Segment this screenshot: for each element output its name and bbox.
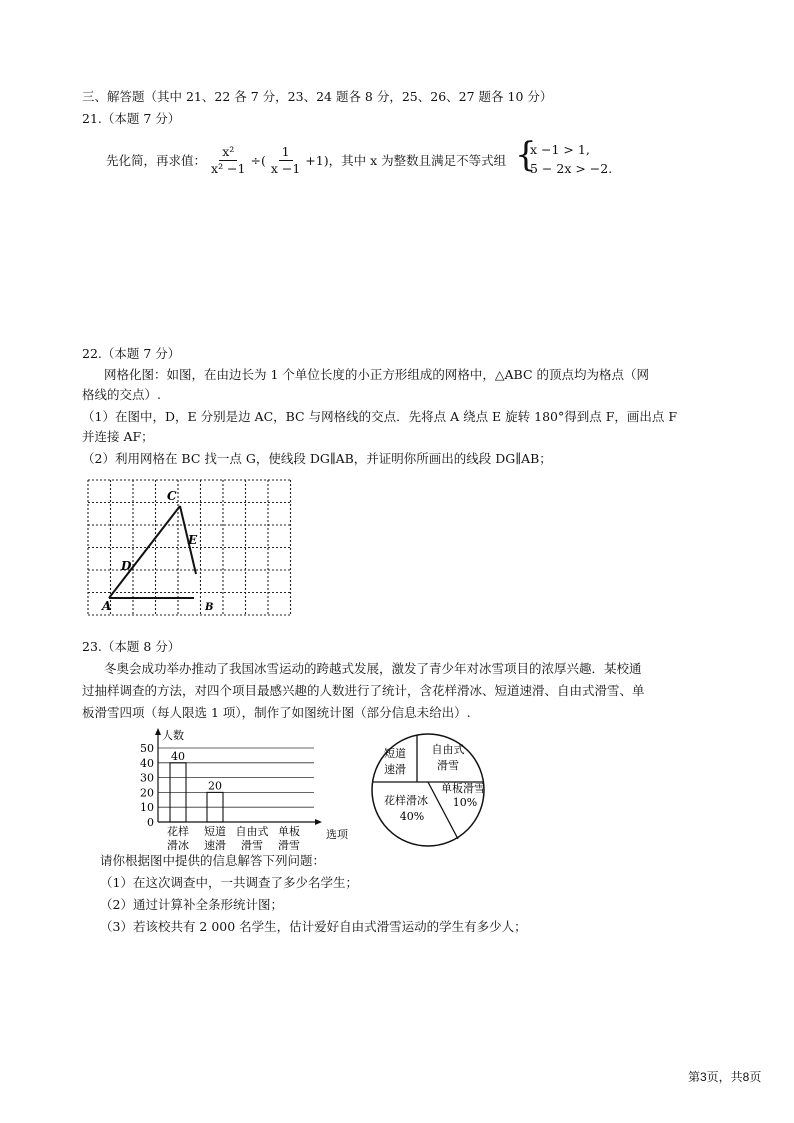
q23-para-line1: 冬奥会成功举办推动了我国冰雪运动的跨越式发展，激发了青少年对冰雪项目的浓厚兴趣．某校通 bbox=[104, 661, 642, 676]
pie-slice-3-line2: 滑雪 bbox=[437, 759, 459, 772]
pie-slice-2-line1: 单板滑雪 bbox=[441, 782, 485, 795]
bar-data-label: 40 bbox=[171, 749, 185, 763]
pie-slice-1-line2: 40% bbox=[399, 810, 425, 823]
q22-header: 22.（本题 7 分） bbox=[82, 346, 181, 361]
bar-y-label: 人数 bbox=[162, 729, 184, 742]
q21-frac1-den: x² −1 bbox=[211, 160, 246, 176]
q21-frac2-num: 1 bbox=[279, 144, 293, 161]
q22-intro-line1: 网格化图：如图，在由边长为 1 个单位长度的小正方形组成的网格中，△ABC 的顶点均为格点（网 bbox=[104, 367, 649, 382]
q23-question-2: （2）通过计算补全条形统计图； bbox=[100, 897, 283, 912]
bar-category-label: 滑雪 bbox=[278, 839, 300, 850]
bar-y-ticks bbox=[140, 742, 154, 829]
pie-slice-2-line2: 10% bbox=[452, 796, 478, 809]
pie-slice-1-line1: 花样滑冰 bbox=[384, 794, 428, 807]
label-a: A bbox=[102, 599, 112, 613]
label-d: D bbox=[121, 559, 132, 573]
bar-chart bbox=[118, 726, 358, 850]
bar-category-label: 自由式 bbox=[235, 825, 269, 838]
bar-y-tick-label: 30 bbox=[140, 771, 154, 785]
label-c: C bbox=[167, 489, 177, 503]
bar-y-tick-label: 40 bbox=[140, 756, 154, 770]
bar-x-label: 选项 bbox=[326, 828, 348, 841]
q21-lead: 先化简，再求值： bbox=[106, 152, 207, 168]
q21-expression bbox=[106, 140, 506, 180]
q21-ineq2: 5 − 2x > −2. bbox=[530, 161, 613, 176]
q23-question-1: （1）在这次调查中，一共调查了多少名学生； bbox=[100, 875, 358, 890]
pie-slice-3-line1: 自由式 bbox=[431, 743, 465, 756]
bar-data-label: 20 bbox=[208, 779, 222, 793]
bar-category-label: 花样 bbox=[167, 825, 189, 838]
bar-category-label: 滑雪 bbox=[241, 839, 263, 850]
segment-ac bbox=[109, 506, 180, 598]
q22-intro-line2: 格线的交点）. bbox=[82, 387, 161, 402]
pie-slice-4-line2: 速滑 bbox=[384, 763, 406, 776]
bar-y-arrow bbox=[155, 728, 161, 735]
bar-y-tick-label: 50 bbox=[140, 742, 154, 755]
q22-part1-line1: （1）在图中，D，E 分别是边 AC，BC 与网格线的交点．先将点 A 绕点 E 旋转 180°得到点 F，画出点 F bbox=[82, 409, 678, 424]
pie-slice-4-line1: 短道 bbox=[384, 747, 406, 760]
q23-para-line2: 过抽样调查的方法，对四个项目最感兴趣的人数进行了统计，含花样滑冰、短道速滑、自由式滑雪、单 bbox=[82, 683, 645, 698]
q21-fraction-1 bbox=[208, 144, 248, 177]
q21-frac2-den: x −1 bbox=[270, 160, 301, 176]
q22-part2: （2）利用网格在 BC 找一点 G，使线段 DG∥AB，并证明你所画出的线段 DG∥AB； bbox=[82, 451, 552, 466]
q22-grid-figure bbox=[84, 476, 300, 622]
pie-chart bbox=[368, 728, 498, 854]
bar-category-label: 单板 bbox=[278, 825, 300, 838]
label-e: E bbox=[188, 533, 198, 547]
section-title: 三、解答题（其中 21、22 各 7 分，23、24 题各 8 分，25、26、27 题各 10 分） bbox=[82, 89, 553, 104]
bar-category-label: 滑冰 bbox=[167, 839, 189, 850]
bar-category-label: 速滑 bbox=[204, 839, 226, 850]
bar-category-label: 短道 bbox=[204, 825, 226, 838]
bar-y-tick-label: 20 bbox=[140, 786, 154, 800]
q21-frac1-num: x² bbox=[219, 144, 237, 161]
bar-marks bbox=[170, 750, 223, 822]
q23-question-3: （3）若该校共有 2 000 名学生，估计爱好自由式滑雪运动的学生有多少人； bbox=[100, 919, 527, 934]
q21-condition: ，其中 x 为整数且满足不等式组 bbox=[328, 152, 507, 168]
q22-part1-line2: 并连接 AF； bbox=[82, 429, 154, 444]
bar-categories bbox=[167, 824, 300, 850]
page-number: 第3页，共8页 bbox=[688, 1070, 762, 1084]
q23-questions-intro: 请你根据图中提供的信息解答下列问题： bbox=[100, 853, 326, 868]
bar-x-arrow bbox=[315, 819, 322, 825]
q23-para-line3: 板滑雪四项（每人限选 1 项），制作了如图统计图（部分信息未给出）. bbox=[82, 705, 471, 720]
q21-ineq1: x −1 > 1, bbox=[530, 142, 590, 157]
bar-y-tick-label: 0 bbox=[147, 816, 154, 829]
q21-brace: { bbox=[515, 135, 537, 175]
q23-header: 23.（本题 8 分） bbox=[82, 639, 181, 654]
bar-y-tick-label: 10 bbox=[140, 801, 154, 815]
q21-fraction-2 bbox=[268, 144, 303, 177]
label-b: B bbox=[205, 602, 214, 613]
q21-header: 21.（本题 7 分） bbox=[82, 111, 181, 126]
q21-div-close: +1) bbox=[305, 152, 329, 168]
q21-div-open: ÷( bbox=[250, 152, 266, 168]
